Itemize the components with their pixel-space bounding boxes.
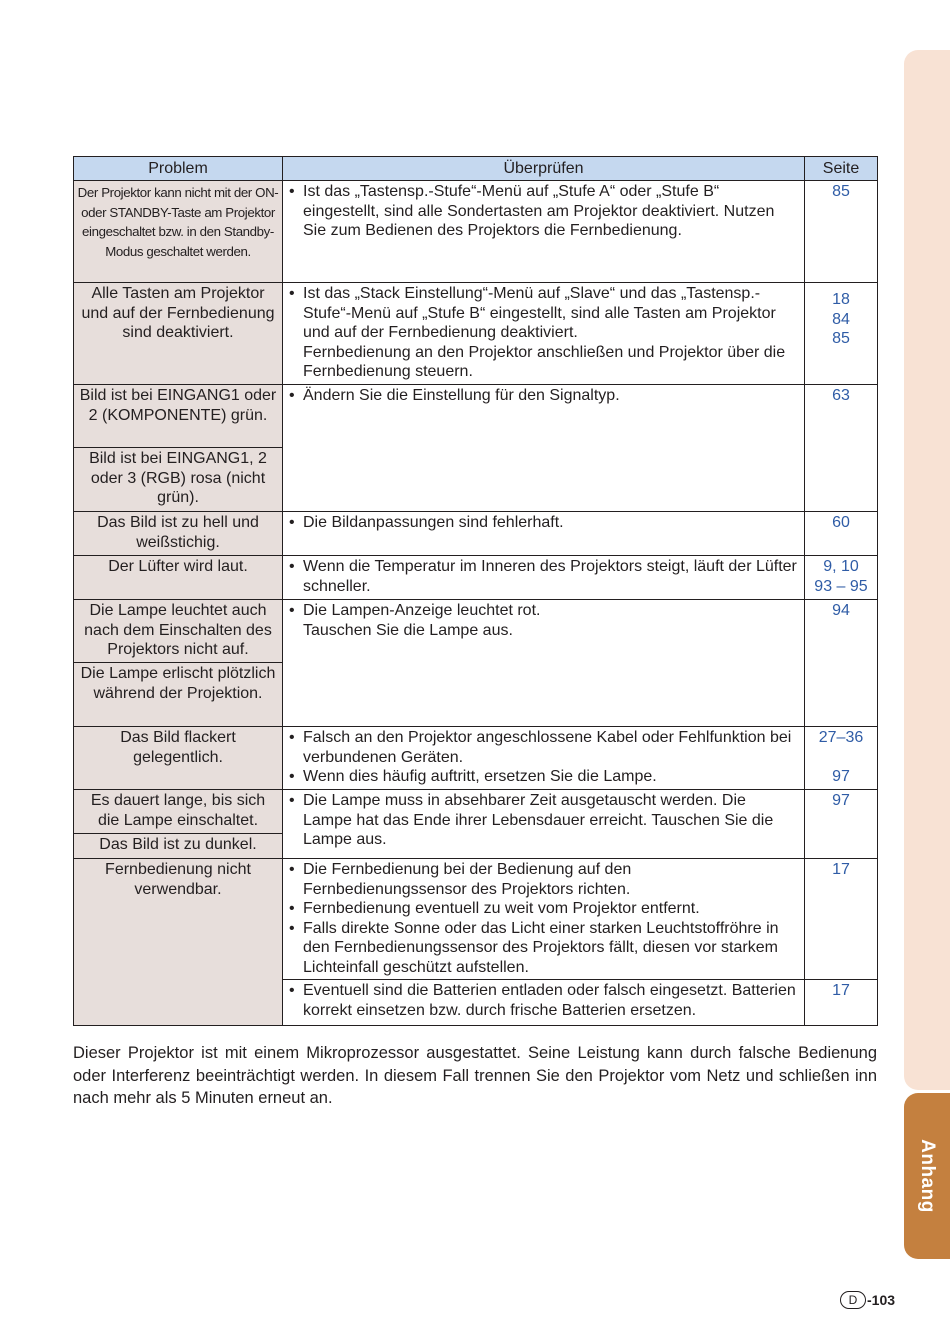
page-ref[interactable]: 63 xyxy=(805,385,878,512)
page-ref-cell xyxy=(805,727,878,790)
table-row xyxy=(74,727,878,790)
problem-cell: Die Lampe erlischt plötzlich während der Projektion. xyxy=(74,663,283,727)
spacer xyxy=(807,748,875,768)
page-ref[interactable]: 27–36 xyxy=(818,729,864,746)
check-text: Fernbedienung eventuell zu weit vom Projektor entfernt. xyxy=(303,900,700,917)
check-text: Ist das „Tastensp.-Stufe“-Menü auf „Stufe A“ oder „Stufe B“ eingestellt, sind alle Sondertasten am Projektor deaktiviert. Nutzen Sie zum Bedienen des Projektors die Fernbedienung. xyxy=(303,183,775,239)
check-cell xyxy=(283,859,805,980)
bullet-item: • Falsch an den Projektor angeschlossene Kabel oder Fehlfunktion bei verbundenen Geräten. xyxy=(289,728,798,767)
side-tab-background xyxy=(904,50,950,1090)
check-text: Die Lampen-Anzeige leuchtet rot. xyxy=(303,602,541,619)
problem-cell: Fernbedienung nicht verwendbar. xyxy=(74,859,283,1026)
page-ref[interactable]: 94 xyxy=(805,600,878,727)
table-row xyxy=(74,790,878,834)
page-ref-cell xyxy=(805,283,878,385)
check-cell xyxy=(283,790,805,859)
bullet-item: • Wenn dies häufig auftritt, ersetzen Sie die Lampe. xyxy=(289,767,798,787)
page-ref[interactable]: 17 xyxy=(805,980,878,1026)
table-row xyxy=(74,556,878,600)
header-check: Überprüfen xyxy=(283,157,805,181)
microprocessor-note: Dieser Projektor ist mit einem Mikroprozessor ausgestattet. Seine Leistung kann durch falsche Bedienung oder Interferenz beeinträchtigt werden. In diesem Fall trennen Sie den Projektor vom Netz und schließen inn nach mehr als 5 Minuten erneut an. xyxy=(73,1044,877,1107)
page-ref[interactable]: 85 xyxy=(805,181,878,283)
check-text: Ändern Sie die Einstellung für den Signaltyp. xyxy=(303,387,620,404)
check-text: Die Lampe muss in absehbarer Zeit ausgetauscht werden. Die Lampe hat das Ende ihrer Lebensdauer erreicht. Tauschen Sie die Lampe aus. xyxy=(303,792,774,848)
page-number-text: -103 xyxy=(867,1292,896,1308)
problem-cell: Das Bild ist zu hell und weißstichig. xyxy=(74,512,283,556)
check-text: Falsch an den Projektor angeschlossene Kabel oder Fehlfunktion bei verbundenen Geräten. xyxy=(303,729,792,766)
check-text: Die Bildanpassungen sind fehlerhaft. xyxy=(303,514,564,531)
problem-cell: Das Bild ist zu dunkel. xyxy=(74,834,283,859)
check-text: Die Fernbedienung bei der Bedienung auf den Fernbedienungssensor des Projektors richten. xyxy=(303,861,632,898)
language-badge: D xyxy=(840,1291,866,1309)
troubleshooting-table xyxy=(73,156,878,1026)
bullet-item: • Falls direkte Sonne oder das Licht einer starken Leuchtstoffröhre in den Fernbedienungssensor des Projektors fällt, diesen vor starkem Lichteinfall geschützt aufstellen. xyxy=(289,919,798,978)
page-ref[interactable]: 9, 10 xyxy=(823,558,859,575)
bullet-item: • Eventuell sind die Batterien entladen oder falsch eingesetzt. Batterien korrekt einsetzen bzw. durch frische Batterien ersetzen. xyxy=(289,981,798,1020)
header-problem: Problem xyxy=(74,157,283,181)
table-row xyxy=(74,859,878,980)
check-cell xyxy=(283,980,805,1026)
bullet-item: • Ist das „Tastensp.-Stufe“-Menü auf „Stufe A“ oder „Stufe B“ eingestellt, sind alle Sondertasten am Projektor deaktiviert. Nutzen Sie zum Bedienen des Projektors die Fernbedienung. xyxy=(289,182,798,241)
check-continuation: Fernbedienung an den Projektor anschließen und Projektor über die Fernbedienung steuern. xyxy=(303,343,786,380)
problem-cell: Es dauert lange, bis sich die Lampe einschaltet. xyxy=(74,790,283,834)
table-row xyxy=(74,512,878,556)
bullet-item: • Ist das „Stack Einstellung“-Menü auf „Slave“ und das „Tastensp.-Stufe“-Menü auf „Stufe B“ eingestellt, sind alle Tasten am Projektor und auf der Fernbedienung deaktiviert. xyxy=(289,284,798,343)
page-ref[interactable]: 85 xyxy=(832,330,850,347)
bullet-item: • Die Bildanpassungen sind fehlerhaft. xyxy=(289,513,798,533)
problem-cell: Der Lüfter wird laut. xyxy=(74,556,283,600)
check-cell xyxy=(283,600,805,727)
check-cell xyxy=(283,512,805,556)
page-ref-cell xyxy=(805,556,878,600)
problem-cell: Der Projektor kann nicht mit der ON- oder STANDBY-Taste am Projektor eingeschaltet bzw. in den Standby-Modus geschaltet werden. xyxy=(74,181,283,283)
check-text: Eventuell sind die Batterien entladen oder falsch eingesetzt. Batterien korrekt einsetzen bzw. durch frische Batterien ersetzen. xyxy=(303,982,796,1019)
header-page: Seite xyxy=(805,157,878,181)
problem-cell: Die Lampe leuchtet auch nach dem Einschalten des Projektors nicht auf. xyxy=(74,600,283,663)
table-row xyxy=(74,600,878,663)
table-row xyxy=(74,283,878,385)
check-text: Wenn dies häufig auftritt, ersetzen Sie die Lampe. xyxy=(303,768,657,785)
problem-cell: Das Bild flackert gelegentlich. xyxy=(74,727,283,790)
problem-cell: Bild ist bei EINGANG1, 2 oder 3 (RGB) rosa (nicht grün). xyxy=(74,448,283,512)
check-cell xyxy=(283,283,805,385)
page-ref[interactable]: 97 xyxy=(832,768,850,785)
side-tab-anhang[interactable] xyxy=(904,1093,950,1259)
check-cell xyxy=(283,556,805,600)
page-ref[interactable]: 84 xyxy=(832,310,850,328)
check-cell xyxy=(283,385,805,512)
bullet-item: • Die Lampen-Anzeige leuchtet rot. xyxy=(289,601,798,621)
check-text: Wenn die Temperatur im Inneren des Projektors steigt, läuft der Lüfter schneller. xyxy=(303,558,797,595)
page-ref[interactable]: 93 – 95 xyxy=(814,577,868,595)
page-number xyxy=(840,1291,895,1309)
check-cell xyxy=(283,727,805,790)
table-row xyxy=(74,385,878,448)
check-continuation: Tauschen Sie die Lampe aus. xyxy=(303,621,513,639)
page-ref[interactable]: 97 xyxy=(805,790,878,859)
table-row xyxy=(74,181,878,283)
problem-cell: Alle Tasten am Projektor und auf der Fernbedienung sind deaktiviert. xyxy=(74,283,283,385)
check-text: Falls direkte Sonne oder das Licht einer starken Leuchtstoffröhre in den Fernbedienungssensor des Projektors fällt, diesen vor starkem Lichteinfall geschützt aufstellen. xyxy=(303,919,779,976)
check-cell xyxy=(283,181,805,283)
page-ref[interactable]: 18 xyxy=(832,291,850,308)
bullet-item: • Ändern Sie die Einstellung für den Signaltyp. xyxy=(289,386,798,406)
page-ref[interactable]: 60 xyxy=(805,512,878,556)
problem-cell: Bild ist bei EINGANG1 oder 2 (KOMPONENTE) grün. xyxy=(74,385,283,448)
page-ref[interactable]: 17 xyxy=(805,859,878,980)
bullet-item: • Wenn die Temperatur im Inneren des Projektors steigt, läuft der Lüfter schneller. xyxy=(289,558,797,595)
table-header-row xyxy=(74,157,878,181)
bullet-item: • Die Fernbedienung bei der Bedienung auf den Fernbedienungssensor des Projektors richten. xyxy=(289,860,798,899)
side-tab-label: Anhang xyxy=(917,1139,938,1213)
bullet-item: • Fernbedienung eventuell zu weit vom Projektor entfernt. xyxy=(289,899,798,919)
bullet-item: • Die Lampe muss in absehbarer Zeit ausgetauscht werden. Die Lampe hat das Ende ihrer Lebensdauer erreicht. Tauschen Sie die Lampe aus. xyxy=(289,791,798,850)
check-text: Ist das „Stack Einstellung“-Menü auf „Slave“ und das „Tastensp.-Stufe“-Menü auf „Stufe B“ eingestellt, sind alle Tasten am Projektor und auf der Fernbedienung deaktiviert. xyxy=(303,285,776,341)
